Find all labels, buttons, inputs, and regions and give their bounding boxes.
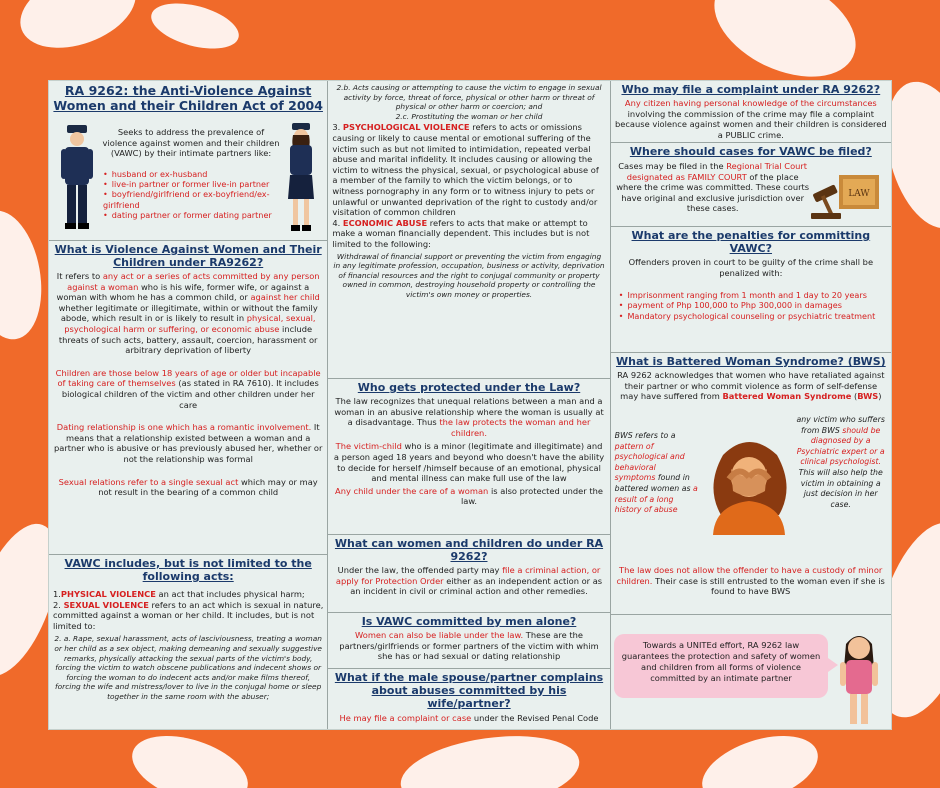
act-number: 4. xyxy=(332,217,343,228)
penalty-item: • Mandatory psychological counseling or psychiatric treatment xyxy=(619,311,887,321)
section-what-can-do xyxy=(328,535,609,613)
penalties-intro: Offenders proven in court to be guilty of the crime shall be penalized with: xyxy=(628,257,874,278)
decorative-petal xyxy=(694,723,827,788)
protected-part: who is a minor (legitimate and illegitimate) and a person aged 18 years and beyond who doesn't have the ability to decide for herself /himself because of an emotional, physical and mental illness can make full use of the law xyxy=(333,441,605,484)
bws-definition-left xyxy=(615,431,699,516)
protected-text-2 xyxy=(332,441,605,483)
children-highlight: Children are those below 18 years of age or older but incapable of taking care of themselves xyxy=(55,367,321,389)
protected-highlight: the law protects the woman and her children. xyxy=(439,417,591,438)
protected-part: is also protected under the law. xyxy=(460,485,603,507)
section-what-is-vawc xyxy=(49,241,327,555)
men-part: These are the partners/girlfriends or former partners of the victim with whim she has or had sexual or dating relationship xyxy=(339,630,599,662)
bws-left-part: BWS refers to a xyxy=(614,431,676,440)
custody-highlight: The law does not allow the offender to have a custody of minor children. xyxy=(616,565,883,586)
partner-list xyxy=(103,169,283,220)
definition-part: It refers to xyxy=(56,271,103,281)
bws-title: What is Battered Woman Syndrome? (BWS) xyxy=(616,355,886,368)
where-part: of the place where the crime was committed. These courts have original and exclusive jurisdiction over these cases. xyxy=(616,171,810,214)
male-part: under the Revised Penal Code xyxy=(471,713,599,723)
definition-text xyxy=(53,271,323,356)
act-label: ECONOMIC ABUSE xyxy=(342,217,428,228)
male-complaint-title: What if the male spouse/partner complains about abuses committed by his wife/partner? xyxy=(334,671,604,710)
definition-part: who is his wife, former wife, or against a woman with whom he has a common child, or xyxy=(56,281,310,303)
act-label: SEXUAL VIOLENCE xyxy=(63,599,149,610)
dating-definition xyxy=(53,422,323,464)
decorative-petal xyxy=(10,0,147,62)
police-officer-female-icon xyxy=(283,121,319,233)
cando-highlight: file a criminal action, or apply for Protection Order xyxy=(335,565,601,586)
where-filed-text xyxy=(615,161,811,214)
cando-part: either as an independent action or as an incident in civil or criminal action and other remedies. xyxy=(350,575,603,597)
act-psychological xyxy=(332,122,605,217)
dating-highlight: Dating relationship is one which has a romantic involvement. xyxy=(56,422,312,433)
bws-part: ) xyxy=(878,391,882,402)
who-may-file-text xyxy=(615,98,887,140)
act-label: PHYSICAL VIOLENCE xyxy=(60,589,156,599)
what-is-vawc-title: What is Violence Against Women and Their Children under RA9262? xyxy=(54,243,322,269)
section-acts-continued xyxy=(328,81,609,379)
sexual-relations-rest: which may or may not result in the bearing of a common child xyxy=(98,476,318,498)
section-where-filed xyxy=(611,143,891,227)
sexual-relations-highlight: Sexual relations refer to a single sexual act xyxy=(58,476,239,487)
men-highlight: Women can also be liable under the law. xyxy=(355,630,524,640)
penalties-title: What are the penalties for committing VAWC? xyxy=(631,229,871,255)
act-description: an act that includes physical harm; xyxy=(155,589,305,599)
penalty-item: • payment of Php 100,000 to Php 300,000 in damages xyxy=(619,300,887,310)
decorative-petal xyxy=(124,723,257,788)
gavel-law-book-icon xyxy=(809,163,885,223)
bws-highlight: Battered Woman Syndrome xyxy=(722,391,852,402)
sexual-relations-definition xyxy=(53,477,323,498)
penalty-item: • Imprisonment ranging from 1 month and 1 day to 20 years xyxy=(619,290,887,300)
bws-right-part: any victim who suffers from BWS xyxy=(796,415,885,435)
section-vawc-includes xyxy=(49,555,327,729)
protected-highlight: The victim-child xyxy=(335,441,402,452)
act-sexual-2a: 2. a. Rape, sexual harassment, acts of lasciviousness, treating a woman or her child as a sex object, making demeaning and sexually suggestive remarks, physically attacking the sexual parts of the victim's body, forcing the victim to watch obscene publications and indecent shows or forcing the woman to do indecent acts and/or make films thereof, forcing the wife and mistress/lover to live in the conjugal home or sleep together in the same room with the abuser; xyxy=(54,634,322,701)
act-physical xyxy=(53,589,323,600)
bws-left-highlight: a result of a long history of abuse xyxy=(614,483,698,515)
who-may-file-title: Who may file a complaint under RA 9262? xyxy=(621,83,881,96)
main-title: RA 9262: the Anti-Violence Against Women and their Children Act of 2004 xyxy=(53,83,323,113)
act-number: 2. xyxy=(53,599,61,610)
column-left xyxy=(49,81,328,729)
section-penalties xyxy=(611,227,891,353)
what-can-do-text xyxy=(332,565,605,597)
closing-speech-bubble: Towards a UNITEd effort, RA 9262 law guarantees the protection and safety of women and children from all forms of violence committed by an intimate partner xyxy=(614,634,828,698)
bws-left-part: found in battered women as xyxy=(614,473,694,493)
partner-item: • dating partner or former dating partner xyxy=(103,210,283,220)
children-rest: (as stated in RA 7610). It includes biological children of the victim and other children under her care xyxy=(61,378,319,410)
infographic-board xyxy=(48,80,892,730)
custody-part: Their case is still entrusted to the woman even if she is found to have BWS xyxy=(652,575,885,597)
bws-diagnosis-right xyxy=(795,415,887,510)
police-officer-male-icon xyxy=(59,123,95,231)
who-highlight: Any citizen having personal knowledge of the circumstances xyxy=(624,98,877,108)
cando-part: Under the law, the offended party may xyxy=(337,565,503,575)
act-economic-detail: Withdrawal of financial support or preventing the victim from engaging in any legitimate profession, occupation, business or activity, deprivation of financial resources and the right to conjugal community or property owned in common, destroying household property or controlling the victim's own money or properties. xyxy=(333,251,605,299)
who-part: involving the commission of the crime may file a complaint because violence against women and their children is considered a PUBLIC crime. xyxy=(615,108,887,140)
where-part: Cases may be filed in the xyxy=(618,161,727,171)
men-alone-text xyxy=(332,630,605,662)
intro-text: Seeks to address the prevalence of violence against women and their children (VAWC) by their intimate partners like: xyxy=(102,127,280,159)
definition-part: include threats of such acts, battery, assault, coercion, harassment or arbitrary deprivation of liberty xyxy=(58,323,318,356)
protected-text-1 xyxy=(332,396,605,438)
partner-item: • boyfriend/girlfriend or ex-boyfriend/ex-girlfriend xyxy=(103,189,283,209)
bws-left-highlight: pattern of psychological and behavioral symptoms xyxy=(614,441,685,483)
children-definition xyxy=(53,368,323,410)
section-who-may-file xyxy=(611,81,891,143)
protected-highlight: Any child under the care of a woman xyxy=(335,485,489,496)
act-sexual-2c: 2.c. Prostituting the woman or her child xyxy=(395,111,543,121)
protected-text-3 xyxy=(332,486,605,507)
bws-part: ( xyxy=(851,391,858,402)
partner-item: • live-in partner or former live-in partner xyxy=(103,179,283,189)
protected-part: The law recognizes that unequal relations between a man and a woman in an abusive relationship where the woman is usually at a disadvantage. Thus xyxy=(334,396,604,428)
act-description: refers to an act which is sexual in nature, committed against a woman or her child. It includes, but is not limited to: xyxy=(53,599,324,631)
decorative-petal xyxy=(396,726,584,788)
act-sexual-2b: 2.b. Acts causing or attempting to cause the victim to engage in sexual activity by force, threat of force, physical or other harm or threat of physical or other harm or coercion; and xyxy=(336,83,602,112)
act-label: PSYCHOLOGICAL VIOLENCE xyxy=(342,122,470,133)
bws-right-part: This will also help the victim in obtaining a just decision in her case. xyxy=(798,467,883,509)
act-number: 1. xyxy=(53,589,61,599)
section-men-alone xyxy=(328,613,609,669)
dating-rest: It means that a relationship existed between a woman and a partner who is abusive or has previously abused her, whether or not the relationship was formal xyxy=(53,422,323,464)
male-complaint-text xyxy=(332,713,605,724)
where-highlight: Regional Trial Court designated as FAMILY COURT xyxy=(626,161,808,182)
section-male-complaint xyxy=(328,669,609,729)
decorative-petal xyxy=(0,205,51,345)
definition-highlight: any act or a series of acts committed by any person against a woman xyxy=(67,271,320,292)
act-description: refers to acts or omissions causing or likely to cause mental or emotional suffering of the victim such as but not limited to intimidation, repeated verbal abuse and marital infidelity. It includes causing or allowing the victim to witness the physical, sexual, or psychological abuse of a member of the family to which the victim belongs, or to witness pornography in any form or to witness injury to pets or unlawful or unwanted deprivation of the right to custody and/or visitation of common children xyxy=(332,122,599,218)
girl-character-icon xyxy=(838,628,880,728)
where-filed-title: Where should cases for VAWC be filed? xyxy=(629,145,872,158)
what-can-do-title: What can women and children do under RA 9262? xyxy=(334,537,604,563)
section-ra9262 xyxy=(49,81,327,241)
vawc-includes-title: VAWC includes, but is not limited to the following acts: xyxy=(64,557,312,583)
male-highlight: He may file a complaint or case xyxy=(339,713,472,723)
partner-item: • husband or ex-husband xyxy=(103,169,283,179)
men-alone-title: Is VAWC committed by men alone? xyxy=(361,615,577,628)
bws-part: RA 9262 acknowledges that women who have retaliated against their partner or who commit violence as form of self-defense may have suffered from xyxy=(617,370,885,402)
definition-highlight: physical, sexual, psychological harm or suffering, or economic abuse xyxy=(64,313,316,334)
bws-highlight: BWS xyxy=(857,391,879,402)
penalty-list xyxy=(615,290,887,321)
act-economic xyxy=(332,218,605,250)
distressed-woman-icon xyxy=(703,435,795,535)
section-who-protected xyxy=(328,379,609,535)
decorative-petal xyxy=(146,0,243,57)
bws-right-highlight: should be diagnosed by a Psychiatric expert or a clinical psychologist. xyxy=(796,425,885,467)
definition-part: whether legitimate or illegitimate, within or without the family abode, which result in or is likely to result in xyxy=(58,302,318,324)
bws-intro xyxy=(615,370,887,402)
act-description: refers to acts that make or attempt to make a woman financially dependent. This includes but is not limited to the following: xyxy=(332,217,590,249)
act-number: 3. xyxy=(332,122,343,133)
section-bws xyxy=(611,353,891,615)
act-sexual xyxy=(53,600,323,632)
column-middle xyxy=(328,81,610,729)
definition-highlight: against her child xyxy=(250,292,320,303)
custody-text xyxy=(615,565,887,597)
law-book-label: LAW xyxy=(847,189,870,199)
who-protected-title: Who gets protected under the Law? xyxy=(357,381,581,394)
